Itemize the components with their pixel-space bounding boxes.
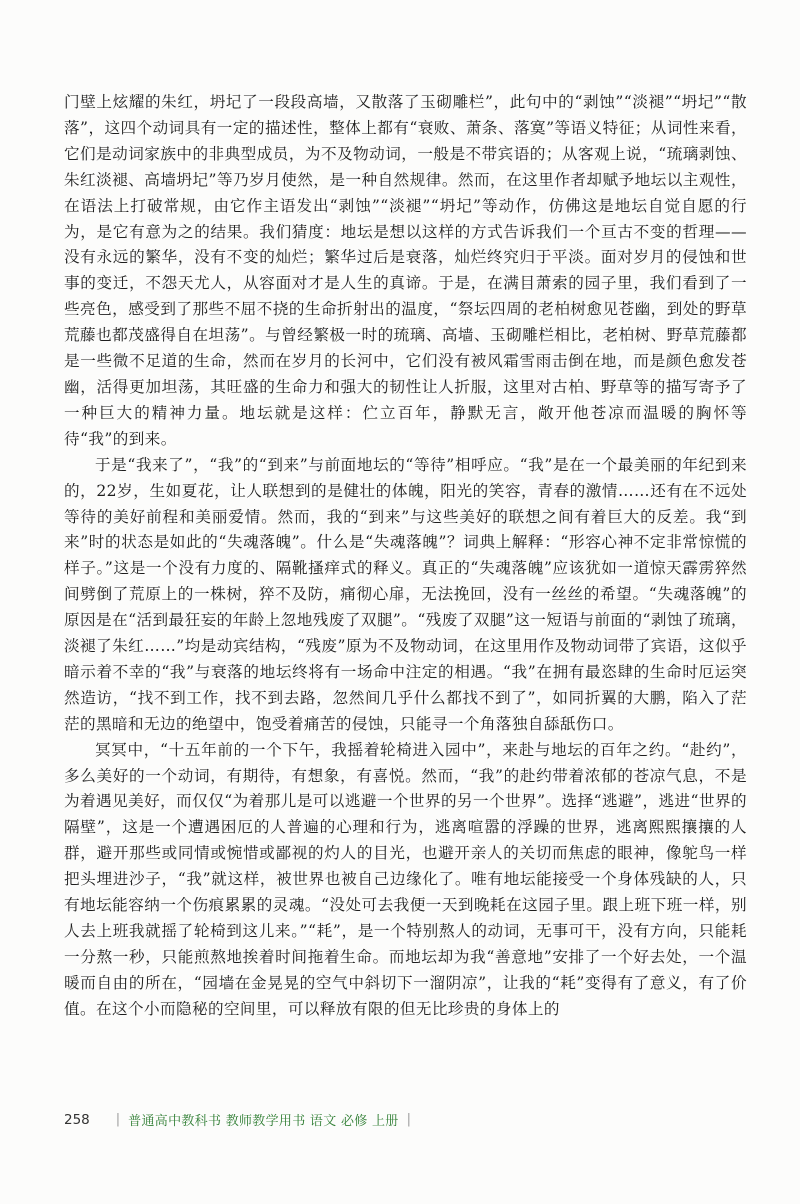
- book-title: 普通高中教科书 教师教学用书 语文 必修 上册: [128, 1114, 399, 1129]
- footer-separator: |: [406, 1112, 411, 1127]
- paragraph: 冥冥中，“十五年前的一个下午，我摇着轮椅进入园中”，来赴与地坛的百年之约。“赴约”，多么美好的一个动词，有期待，有想象，有喜悦。然而，“我”的赴约带着浓郁的苍凉气息，不是为着遇见美好，而仅仅“为着那儿是可以逃避一个世界的另一个世界”。选择“逃避”，逃进“世界的隔壁”，这是一个遭遇困厄的人普遍的心理和行为，逃离喧嚣的浮躁的世界，逃离熙熙攘攘的人群，避开那些或同情或惋惜或鄙视的灼人的目光，也避开亲人的关切而焦虑的眼神，像鸵鸟一样把头埋进沙子，“我”就这样，被世界也被自己边缘化了。唯有地坛能接受一个身体残缺的人，只有地坛能容纳一个伤痕累累的灵魂。“没处可去我便一天到晚耗在这园子里。跟上班下班一样，别人去上班我就摇了轮椅到这儿来。”“耗”，是一个特别熬人的动词，无事可干，没有方向，只能耗一分熬一秒，只能煎熬地挨着时间拖着生命。而地坛却为我“善意地”安排了一个好去处，一个温暖而自由的所在，“园墙在金晃晃的空气中斜切下一溜阴凉”，让我的“耗”变得有了意义，有了价值。在这个小而隐秘的空间里，可以释放有限的但无比珍贵的身体上的: [64, 740, 747, 1018]
- page-footer: [64, 1110, 419, 1129]
- page-number: 258: [64, 1111, 90, 1128]
- footer-separator: |: [115, 1112, 121, 1127]
- paragraph: 于是“我来了”，“我”的“到来”与前面地坛的“等待”相呼应。“我”是在一个最美丽的年纪到来的，22岁，生如夏花，让人联想到的是健壮的体魄，阳光的笑容，青春的激情……还有在不远处等待的美好前程和美丽爱情。然而，我的“到来”与这些美好的联想之间有着巨大的反差。我“到来”时的状态是如此的“失魂落魄”。什么是“失魂落魄”？词典上解释：“形容心神不定非常惊慌的样子。”这是一个没有力度的、隔靴搔痒式的释义。真正的“失魂落魄”应该犹如一道惊天霹雳猝然间劈倒了荒原上的一株树，猝不及防，痛彻心扉，无法挽回，没有一丝丝的希望。“失魂落魄”的原因是在“活到最狂妄的年龄上忽地残废了双腿”。“残废了双腿”这一短语与前面的“剥蚀了琉璃，淡褪了朱红……”均是动宾结构，“残废”原为不及物动词，在这里用作及物动词带了宾语，这似乎暗示着不幸的“我”与衰落的地坛终将有一场命中注定的相遇。“我”在拥有最恣肆的生命时厄运突然造访，“找不到工作，找不到去路，忽然间几乎什么都找不到了”，如同折翼的大鹏，陷入了茫茫的黑暗和无边的绝望中，饱受着痛苦的侵蚀，只能寻一个角落独自舔舐伤口。: [64, 455, 747, 733]
- body-text: [64, 90, 747, 1023]
- paragraph-continuation: 门壁上炫耀的朱红，坍圮了一段段高墙，又散落了玉砌雕栏”，此句中的“剥蚀”“淡褪”“坍圮”“散落”，这四个动词具有一定的描述性，整体上都有“衰败、萧条、落寞”等语义特征；从词性来看，它们是动词家族中的非典型成员，为不及物动词，一般是不带宾语的；从客观上说，“琉璃剥蚀、朱红淡褪、高墙坍圮”等乃岁月使然，是一种自然规律。然而，在这里作者却赋予地坛以主观性，在语法上打破常规，由它作主语发出“剥蚀”“淡褪”“坍圮”等动作，仿佛这是地坛自觉自愿的行为，是它有意为之的结果。我们猜度：地坛是想以这样的方式告诉我们一个亘古不变的哲理——没有永远的繁华，没有不变的灿烂；繁华过后是衰落，灿烂终究归于平淡。面对岁月的侵蚀和世事的变迁，不怨天尤人，从容面对才是人生的真谛。于是，在满目萧索的园子里，我们看到了一些亮色，感受到了那些不屈不挠的生命折射出的温度，“祭坛四周的老柏树愈见苍幽，到处的野草荒藤也都茂盛得自在坦荡”。与曾经繁极一时的琉璃、高墙、玉砌雕栏相比，老柏树、野草荒藤都是一些微不足道的生命，然而在岁月的长河中，它们没有被风霜雪雨击倒在地，而是颜色愈发苍幽，活得更加坦荡，其旺盛的生命力和强大的韧性让人折服，这里对古柏、野草等的描写寄予了一种巨大的精神力量。地坛就是这样：伫立百年，静默无言，敞开他苍凉而温暖的胸怀等待“我”的到来。: [64, 93, 747, 448]
